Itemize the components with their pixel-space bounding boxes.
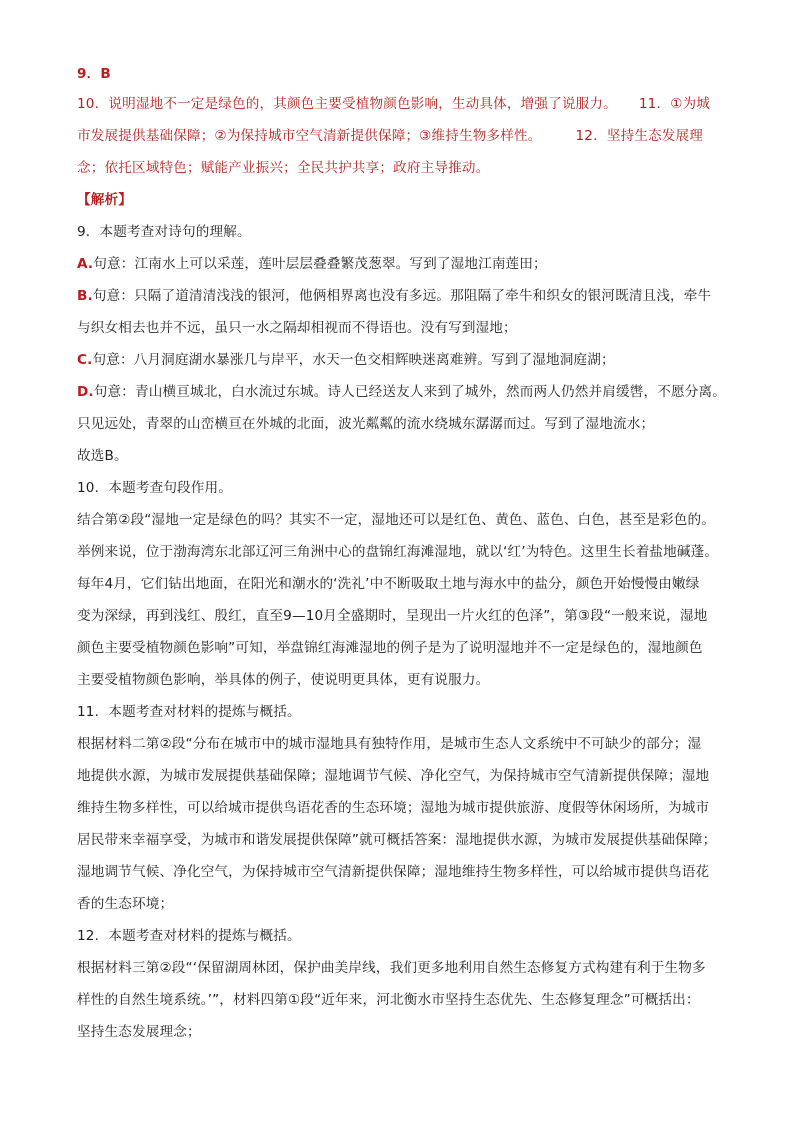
option-c-label: C.	[77, 352, 93, 368]
option-b-label: B.	[77, 288, 93, 304]
answer-line-3: 念；依托区域特色；赋能产业振兴；全民共护共享；政府主导推动。	[77, 160, 490, 176]
answer-line-1	[77, 94, 734, 114]
answer-q10: 10．说明湿地不一定是绿色的，其颜色主要受植物颜色影响，生动具体，增强了说服力。	[77, 96, 617, 112]
q12-line: 坚持生态发展理念；	[77, 1024, 201, 1040]
option-d-label: D.	[77, 384, 94, 400]
option-a-label: A.	[77, 256, 94, 272]
answer-q11-end: 市发展提供基础保障；②为保持城市空气清新提供保障；③维持生物多样性。	[77, 128, 542, 144]
option-b-text: 句意：只隔了道清清浅浅的银河，他俩相界离也没有多远。那阻隔了牵牛和织女的银河既清且浅，牵牛	[92, 288, 712, 304]
q9-option-d-cont: 只见远处，青翠的山峦横亘在外城的北面，波光粼粼的流水绕城东潺潺而过。写到了湿地流水；	[77, 416, 655, 432]
q12-intro: 12．本题考查对材料的提炼与概括。	[77, 928, 301, 944]
q10-intro: 10．本题考查句段作用。	[77, 480, 233, 496]
q11-line: 香的生态环境；	[77, 896, 174, 912]
q9-option-a	[77, 254, 734, 274]
answer-q9: 9．B	[77, 66, 111, 82]
answer-q12-start: 12．坚持生态发展理	[575, 128, 704, 144]
q10-line: 变为深绿，再到浅红、殷红，直至9—10月全盛期时，呈现出一片火红的色泽”，第③段“一般来说，湿地	[77, 608, 708, 624]
answer-line-2	[77, 126, 734, 146]
analysis-heading: 【解析】	[77, 192, 132, 208]
option-c-text: 句意：八月洞庭湖水暴涨几与岸平，水天一色交相辉映迷离难辨。写到了湿地洞庭湖；	[92, 352, 615, 368]
q9-conclusion: 故选B。	[77, 448, 128, 464]
q10-line: 举例来说，位于渤海湾东北部辽河三角洲中心的盘锦红海滩湿地，就以‘红’为特色。这里生长着盐地碱蓬。	[77, 544, 719, 560]
q11-line: 根据材料二第②段“分布在城市中的城市湿地具有独特作用，是城市生态人文系统中不可缺少的部分；湿	[77, 736, 702, 752]
q9-option-b	[77, 286, 734, 306]
q9-option-b-cont: 与织女相去也并不远，虽只一水之隔却相视而不得语也。没有写到湿地；	[77, 320, 517, 336]
q11-line: 维持生物多样性，可以给城市提供鸟语花香的生态环境；湿地为城市提供旅游、度假等休闲场所，为城市	[77, 800, 710, 816]
q9-intro: 9．本题考查对诗句的理解。	[77, 224, 251, 240]
option-a-text: 句意：江南水上可以采莲，莲叶层层叠叠繁茂葱翠。写到了湿地江南莲田；	[93, 256, 547, 272]
option-d-text: 句意：青山横亘城北，白水流过东城。诗人已经送友人来到了城外，然而两人仍然并肩缓辔，不愿分离。	[93, 384, 726, 400]
q11-line: 居民带来幸福享受，为城市和谐发展提供保障”就可概括答案：湿地提供水源，为城市发展提供基础保障；	[77, 832, 717, 848]
q11-intro: 11．本题考查对材料的提炼与概括。	[77, 704, 301, 720]
answer-q11-start: 11．①为城	[638, 96, 711, 112]
q10-line: 结合第②段“湿地一定是绿色的吗？其实不一定，湿地还可以是红色、黄色、蓝色、白色，甚至是彩色的。	[77, 512, 715, 528]
q10-line: 颜色主要受植物颜色影响”可知，举盘锦红海滩湿地的例子是为了说明湿地并不一定是绿色的，湿地颜色	[77, 640, 703, 656]
q11-line: 地提供水源，为城市发展提供基础保障；湿地调节气候、净化空气，为保持城市空气清新提供保障；湿地	[77, 768, 710, 784]
q11-line: 湿地调节气候、净化空气，为保持城市空气清新提供保障；湿地维持生物多样性，可以给城市提供鸟语花	[77, 864, 710, 880]
q10-line: 每年4月，它们钻出地面，在阳光和潮水的‘洗礼’中不断吸取土地与海水中的盐分，颜色开始慢慢由嫩绿	[77, 576, 700, 592]
q9-option-c	[77, 350, 734, 370]
q9-option-d	[77, 382, 734, 402]
q10-line: 主要受植物颜色影响，举具体的例子，使说明更具体，更有说服力。	[77, 672, 490, 688]
q12-line: 根据材料三第②段“‘保留湖周林团，保护曲美岸线，我们更多地利用自然生态修复方式构建有利于生物多	[77, 960, 706, 976]
q12-line: 样性的自然生境系统。’”，材料四第①段“近年来，河北衡水市坚持生态优先、生态修复理念”可概括出：	[77, 992, 700, 1008]
